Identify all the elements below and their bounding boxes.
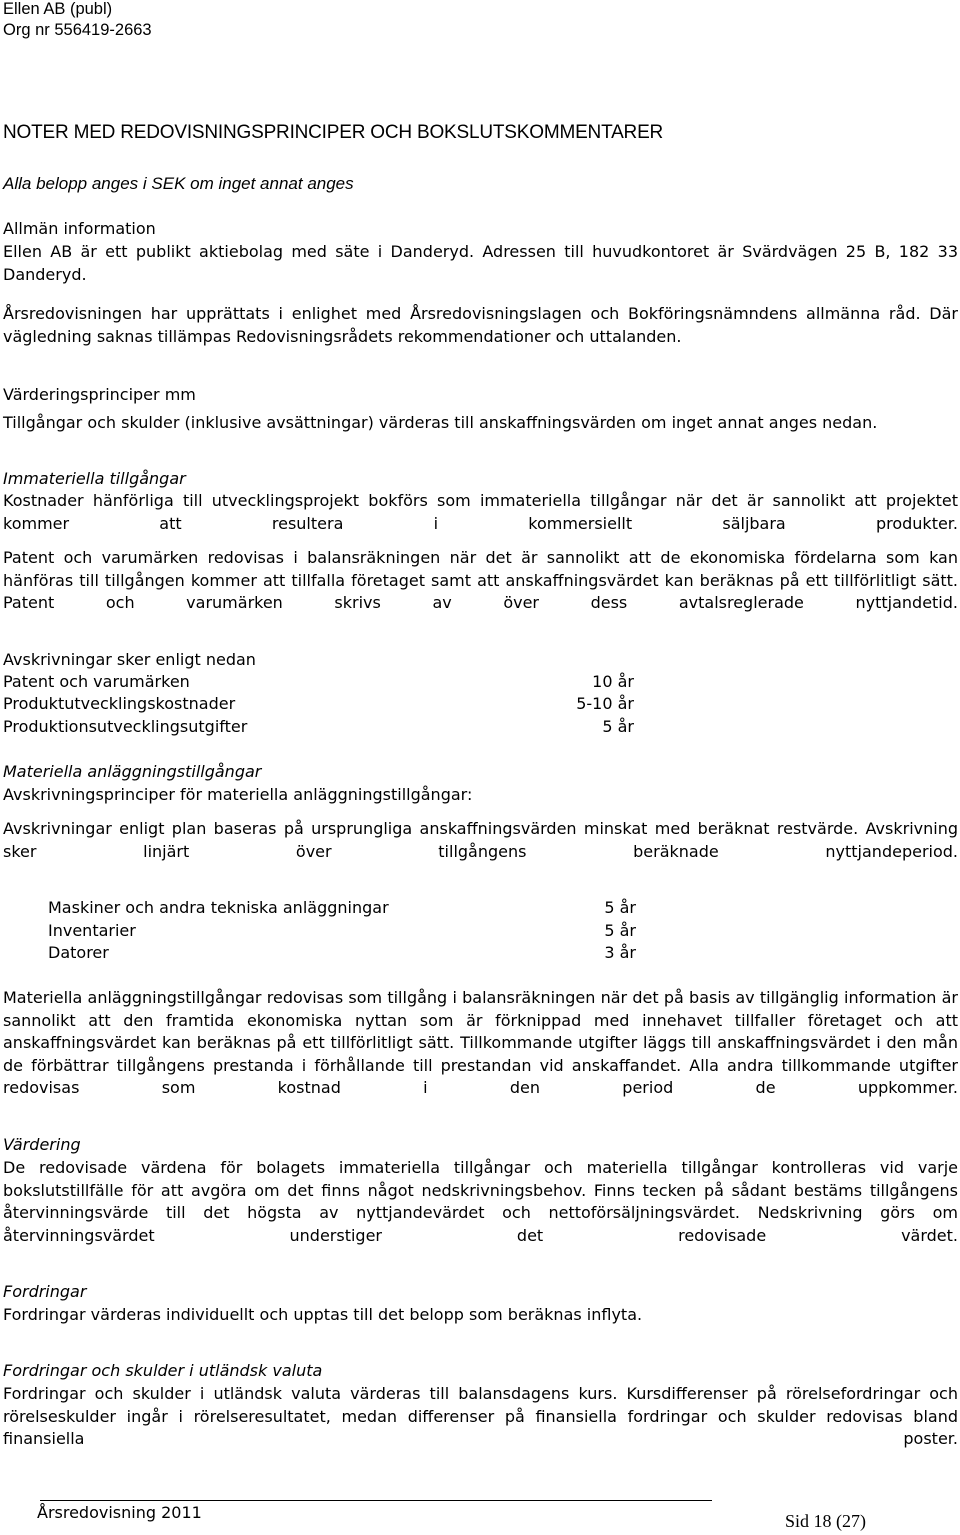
receivables-paragraph: Fordringar värderas individuellt och upptas till det belopp som beräknas inflyta.: [3, 1305, 643, 1324]
row-label: Produktutvecklingskostnader: [3, 694, 236, 713]
page-number: Sid 18 (27): [785, 1511, 866, 1531]
tangible-paragraph-1: Avskrivningar enligt plan baseras på ursprungliga anskaffningsvärden minskat med beräknat restvärde. Avskrivning sker linjärt över tillgångens beräknade nyttjandeperiod.: [3, 819, 958, 861]
company-name: Ellen AB (publ): [3, 0, 113, 18]
general-paragraph-2: Årsredovisningen har upprättats i enlighet med Årsredovisningslagen och Bokföringsnämndens allmänna råd. Där vägledning saknas tillämpas Redovisningsrådets rekommendationer och uttalanden.: [3, 304, 958, 346]
footer-report-name: Årsredovisning 2011: [37, 1503, 202, 1522]
row-label: Inventarier: [48, 921, 136, 940]
footer-divider: [40, 1500, 712, 1501]
row-value: 3 år: [604, 943, 636, 962]
general-heading: Allmän information: [3, 219, 156, 238]
depreciation-heading: Avskrivningar sker enligt nedan: [3, 650, 256, 669]
tangible-paragraph-2: Materiella anläggningstillgångar redovisas som tillgång i balansräkningen när det på basis av tillgänglig information är sannolikt att den framtida ekonomiska nyttan som är förknippad med innehavet tillfaller företaget och att anskaffningsvärdet kan beräknas på ett tillförlitligt sätt. Tillkommande utgifter läggs till anskaffningsvärdet i den mån de förbättrar tillgångens prestanda i förhållande till prestandan vid anskaffandet. Alla andra tillkommande utgifter redovisas som kostnad i den period de uppkommer.: [3, 988, 958, 1097]
row-label: Datorer: [48, 943, 109, 962]
general-paragraph-1: Ellen AB är ett publikt aktiebolag med säte i Danderyd. Adressen till huvudkontoret är Svärdvägen 25 B, 182 33 Danderyd.: [3, 242, 958, 284]
impairment-heading: Värdering: [3, 1135, 81, 1154]
receivables-heading: Fordringar: [3, 1282, 87, 1301]
row-label: Maskiner och andra tekniska anläggningar: [48, 898, 389, 917]
valuation-paragraph: Tillgångar och skulder (inklusive avsättningar) värderas till anskaffningsvärden om inget annat anges nedan.: [3, 413, 878, 432]
page-title: NOTER MED REDOVISNINGSPRINCIPER OCH BOKSLUTSKOMMENTARER: [3, 122, 664, 143]
tangible-subheading: Avskrivningsprinciper för materiella anläggningstillgångar:: [3, 785, 473, 804]
intangible-heading: Immateriella tillgångar: [3, 469, 186, 488]
row-label: Produktionsutvecklingsutgifter: [3, 717, 248, 736]
row-value: 5 år: [604, 898, 636, 917]
row-value: 5 år: [602, 717, 634, 736]
impairment-paragraph: De redovisade värdena för bolagets immateriella tillgångar och materiella tillgångar kontrolleras vid varje bokslutstillfälle för att avgöra om det finns något nedskrivningsbehov. Finns tecken på sådant bestäms tillgångens återvinningsvärde till det högsta av nyttjandevärdet och nettoförsäljningsvärdet. Nedskrivning görs om återvinningsvärdet understiger det redovisade värdet.: [3, 1158, 958, 1245]
valuation-heading: Värderingsprinciper mm: [3, 385, 196, 404]
tangible-heading: Materiella anläggningstillgångar: [3, 762, 262, 781]
row-value: 10 år: [592, 672, 634, 691]
row-value: 5-10 år: [576, 694, 634, 713]
intangible-paragraph-2: Patent och varumärken redovisas i balansräkningen när det är sannolikt att de ekonomiska fördelarna som kan hänföras till tillgången kommer att tillfalla företaget samt att anskaffningsvärdet kan beräknas på ett tillförlitligt sätt. Patent och varumärken skrivs av över dess avtalsreglerade nyttjandetid.: [3, 548, 958, 612]
row-label: Patent och varumärken: [3, 672, 190, 691]
intangible-paragraph-1: Kostnader hänförliga till utvecklingsprojekt bokförs som immateriella tillgångar när det är sannolikt att projektet kommer att resultera i kommersiellt säljbara produkter.: [3, 491, 958, 533]
row-value: 5 år: [604, 921, 636, 940]
foreign-currency-heading: Fordringar och skulder i utländsk valuta: [3, 1361, 323, 1380]
currency-note: Alla belopp anges i SEK om inget annat anges: [3, 174, 354, 193]
foreign-currency-paragraph: Fordringar och skulder i utländsk valuta värderas till balansdagens kurs. Kursdifferenser på rörelsefordringar och rörelseskulder ingår i rörelseresultatet, medan differenser på finansiella fordringar och skulder redovisas bland finansiella poster.: [3, 1384, 958, 1448]
org-number: Org nr 556419-2663: [3, 21, 152, 39]
